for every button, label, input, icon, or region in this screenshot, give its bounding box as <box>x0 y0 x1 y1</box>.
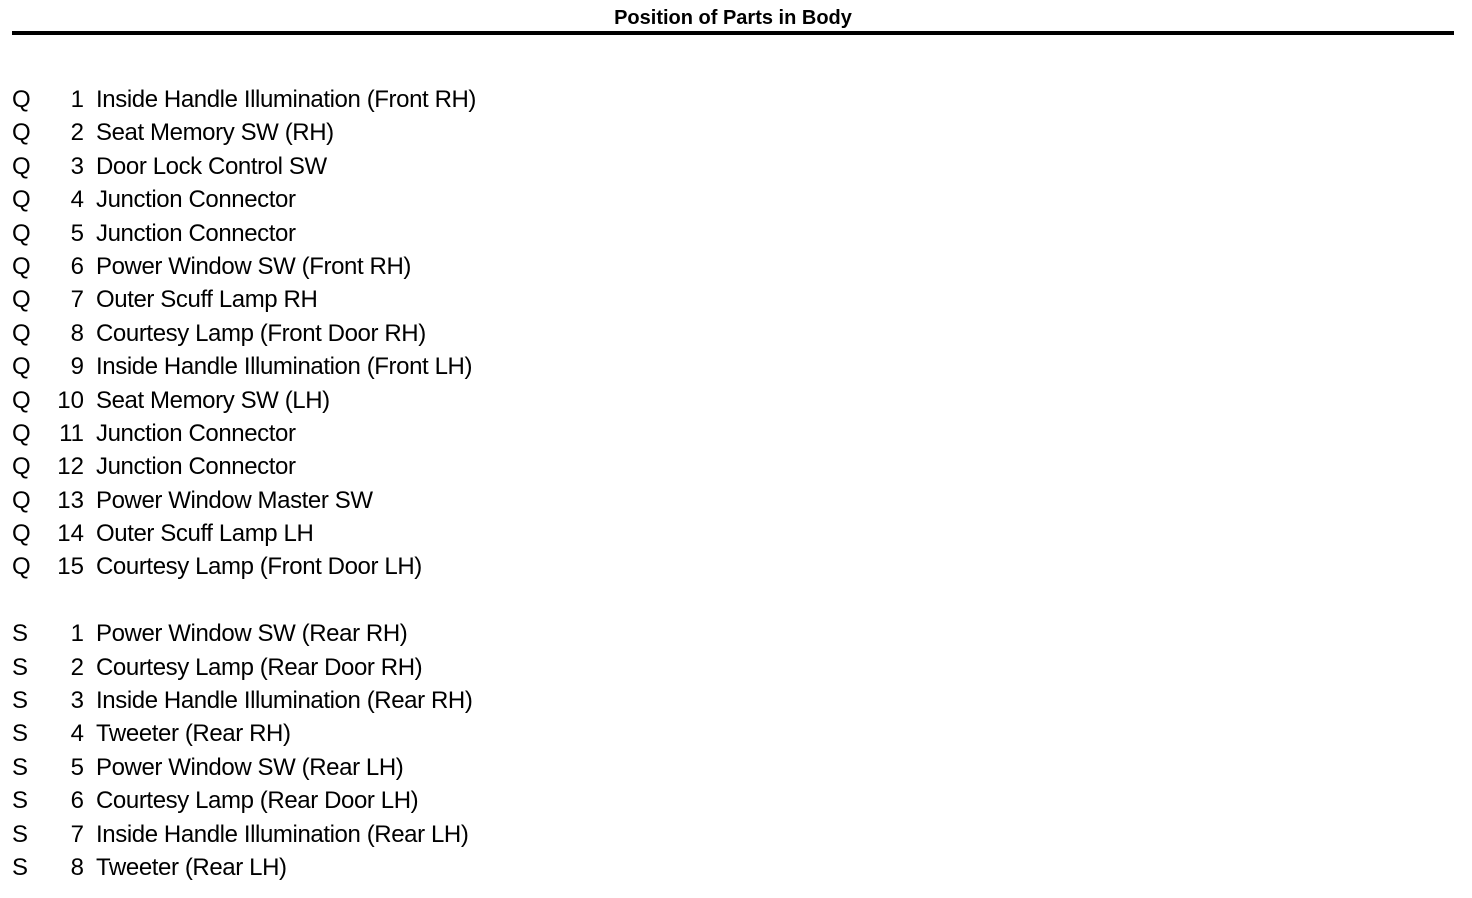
part-number: 13 <box>57 486 84 514</box>
part-number: 14 <box>57 520 84 548</box>
part-number: 6 <box>70 252 84 280</box>
part-row <box>12 851 712 884</box>
part-name: Power Window SW (Front RH) <box>96 252 411 280</box>
part-name: Courtesy Lamp (Front Door LH) <box>96 553 422 581</box>
part-group-code: Q <box>12 286 31 314</box>
part-row <box>12 717 712 750</box>
part-row <box>12 150 712 183</box>
part-name: Outer Scuff Lamp LH <box>96 520 314 548</box>
part-number: 4 <box>70 186 84 214</box>
part-number: 10 <box>57 386 84 414</box>
part-row <box>12 684 712 717</box>
part-number: 3 <box>70 687 84 715</box>
part-group-code: Q <box>12 386 31 414</box>
part-number: 12 <box>57 453 84 481</box>
part-name: Inside Handle Illumination (Front RH) <box>96 86 477 113</box>
part-number: 5 <box>70 219 84 247</box>
part-group-code: Q <box>12 419 31 447</box>
part-group-code: S <box>12 820 29 848</box>
part-name: Power Window SW (Rear LH) <box>96 753 404 781</box>
part-name: Inside Handle Illumination (Front LH) <box>96 353 473 381</box>
part-row <box>12 617 712 650</box>
part-group-code: Q <box>12 319 31 347</box>
part-group-code: Q <box>12 186 31 214</box>
part-name: Tweeter (Rear RH) <box>96 720 291 748</box>
part-row <box>12 517 712 550</box>
part-name: Inside Handle Illumination (Rear RH) <box>96 687 473 715</box>
part-name: Seat Memory SW (LH) <box>96 386 330 414</box>
part-row <box>12 250 712 283</box>
part-row <box>12 651 712 684</box>
part-name: Power Window SW (Rear RH) <box>96 620 408 648</box>
part-group-code: Q <box>12 453 31 481</box>
part-name: Door Lock Control SW <box>96 152 327 180</box>
part-number: 8 <box>70 853 84 881</box>
part-name: Courtesy Lamp (Rear Door RH) <box>96 653 423 681</box>
part-row <box>12 83 712 116</box>
part-number: 15 <box>57 553 84 581</box>
part-group-code: Q <box>12 486 31 514</box>
page-title: Position of Parts in Body <box>614 7 852 29</box>
part-group-code: Q <box>12 553 31 581</box>
part-name: Junction Connector <box>96 419 296 447</box>
part-number: 1 <box>70 86 84 113</box>
part-group-code: Q <box>12 252 31 280</box>
part-group-code: S <box>12 653 29 681</box>
part-group-code: S <box>12 720 29 748</box>
part-number: 7 <box>70 286 84 314</box>
part-number: 4 <box>70 720 84 748</box>
title-divider <box>12 31 1454 35</box>
part-row <box>12 116 712 149</box>
part-name: Junction Connector <box>96 219 296 247</box>
part-name: Inside Handle Illumination (Rear LH) <box>96 820 469 848</box>
part-number: 2 <box>70 653 84 681</box>
part-number: 9 <box>70 353 84 381</box>
part-name: Power Window Master SW <box>96 486 373 514</box>
part-row <box>12 484 712 517</box>
part-row <box>12 784 712 817</box>
part-row <box>12 384 712 417</box>
group-spacer <box>12 584 712 617</box>
part-number: 2 <box>70 119 84 147</box>
part-row <box>12 183 712 216</box>
part-group-code: Q <box>12 152 31 180</box>
part-name: Seat Memory SW (RH) <box>96 119 334 147</box>
part-group-code: S <box>12 853 29 881</box>
part-number: 1 <box>70 620 84 648</box>
part-row <box>12 283 712 316</box>
part-group-code: S <box>12 687 29 715</box>
part-name: Junction Connector <box>96 453 296 481</box>
part-name: Junction Connector <box>96 186 296 214</box>
part-group-code: S <box>12 787 29 815</box>
part-group-code: S <box>12 620 29 648</box>
part-group-code: Q <box>12 353 31 381</box>
part-name: Outer Scuff Lamp RH <box>96 286 318 314</box>
part-row <box>12 751 712 784</box>
part-row <box>12 550 712 583</box>
part-group-code: Q <box>12 219 31 247</box>
part-number: 3 <box>70 152 84 180</box>
part-number: 6 <box>70 787 84 815</box>
part-row <box>12 217 712 250</box>
parts-list <box>12 83 712 884</box>
part-number: 7 <box>70 820 84 848</box>
part-group-code: Q <box>12 86 31 113</box>
part-row <box>12 818 712 851</box>
part-number: 5 <box>70 753 84 781</box>
part-name: Tweeter (Rear LH) <box>96 853 287 881</box>
part-number: 11 <box>59 419 84 447</box>
part-row <box>12 417 712 450</box>
part-number: 8 <box>70 319 84 347</box>
part-group-code: Q <box>12 119 31 147</box>
part-name: Courtesy Lamp (Rear Door LH) <box>96 787 419 815</box>
part-name: Courtesy Lamp (Front Door RH) <box>96 319 426 347</box>
part-row <box>12 350 712 383</box>
part-row <box>12 317 712 350</box>
part-group-code: Q <box>12 520 31 548</box>
part-row <box>12 450 712 483</box>
part-group-code: S <box>12 753 29 781</box>
